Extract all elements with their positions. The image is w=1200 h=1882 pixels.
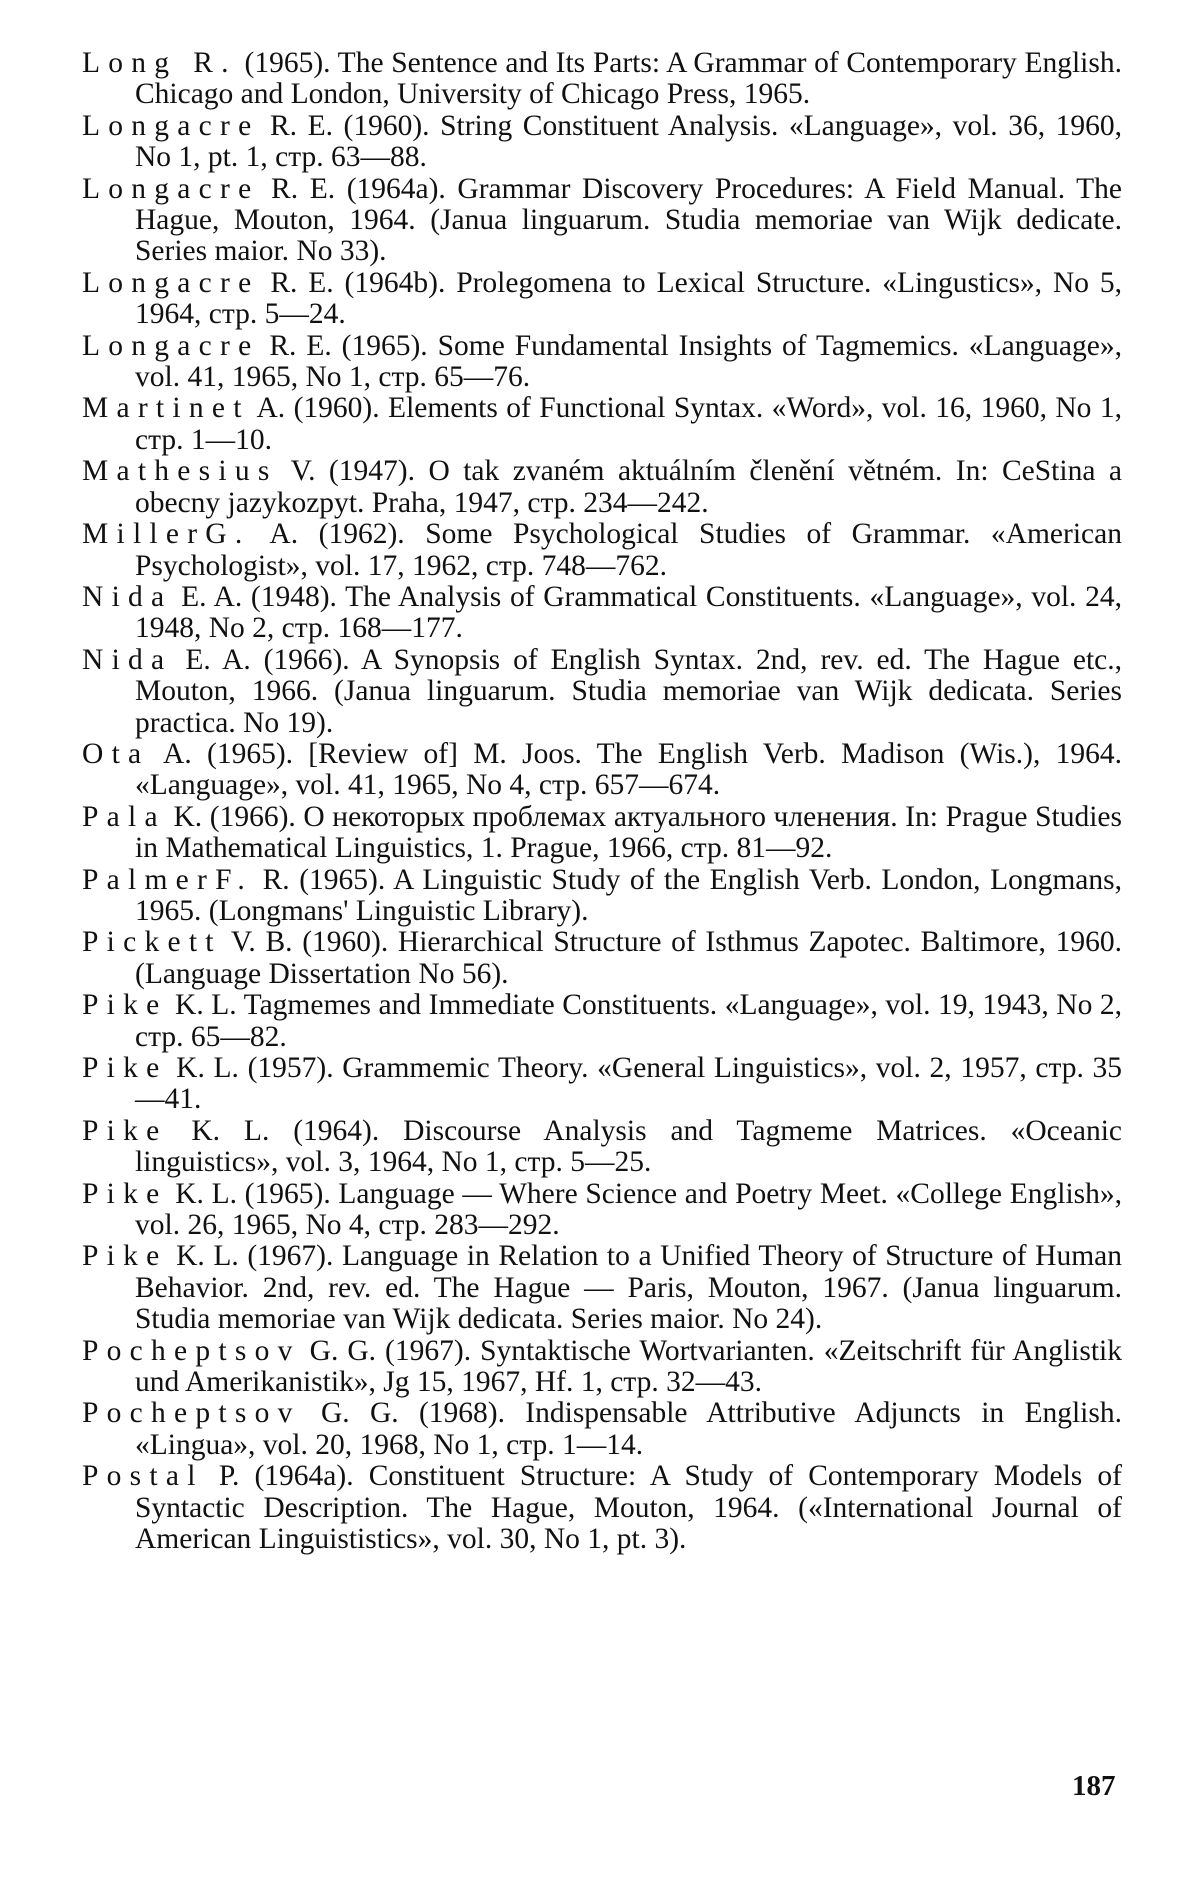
- reference-author: Longacre: [82, 172, 260, 205]
- reference-entry: [82, 456, 1122, 519]
- reference-author: MillerG.: [82, 518, 251, 551]
- reference-author: Pickett: [82, 926, 222, 959]
- reference-entry: [82, 174, 1122, 268]
- reference-text: (1965). The Sentence and Its Parts: A Grammar of Contemporary English. Chicago and London, University of Chicago Press, 1965.: [135, 47, 1122, 111]
- reference-text: E. A. (1948). The Analysis of Grammatical Constituents. «Language», vol. 24, 1948, No 2, стр. 168—177.: [135, 580, 1122, 645]
- reference-text: K. L. Tagmemes and Immediate Constituents. «Language», vol. 19, 1943, No 2, стр. 65—82.: [135, 989, 1122, 1053]
- reference-author: Pike: [82, 1240, 168, 1273]
- reference-text: R. E. (1965). Some Fundamental Insights of Tagmemics. «Language», vol. 41, 1965, No 1, стр. 65—76.: [135, 329, 1122, 394]
- reference-author: Pala: [82, 800, 166, 833]
- reference-author: Longacre: [82, 329, 260, 362]
- reference-author: Pike: [82, 1177, 168, 1210]
- reference-entry: [82, 739, 1122, 802]
- page-number: 187: [1072, 1770, 1116, 1802]
- reference-entry: [82, 331, 1122, 394]
- reference-entry: [82, 48, 1122, 111]
- reference-entry: [82, 1179, 1122, 1242]
- reference-entry: [82, 1398, 1122, 1461]
- reference-entry: [82, 1241, 1122, 1335]
- reference-author: Pocheptsov: [82, 1397, 301, 1430]
- reference-text: R. E. (1964a). Grammar Discovery Procedures: A Field Manual. The Hague, Mouton, 1964. (Janua linguarum. Studia memoriae van Wijk dedicate. Series maior. No 33).: [135, 172, 1122, 268]
- reference-text: G. G. (1968). Indispensable Attributive Adjuncts in English. «Lingua», vol. 20, 1968, No 1, стр. 1—14.: [135, 1397, 1122, 1461]
- reference-author: Pike: [82, 989, 168, 1022]
- reference-text: E. A. (1966). A Synopsis of English Syntax. 2nd, rev. ed. The Hague etc., Mouton, 1966. (Janua linguarum. Studia memoriae van Wijk dedicata. Series practica. No 19).: [135, 643, 1122, 739]
- reference-entry: [82, 1116, 1122, 1179]
- reference-text: P. (1964a). Constituent Structure: A Study of Contemporary Models of Syntactic Description. The Hague, Mouton, 1964. («International Journal of American Linguististics», vol. 30, No 1, pt. 3).: [135, 1460, 1122, 1556]
- reference-entry: [82, 865, 1122, 928]
- reference-author: Ota: [82, 737, 150, 770]
- reference-entry: [82, 111, 1122, 174]
- reference-text: K. L. (1965). Language — Where Science and Poetry Meet. «College English», vol. 26, 1965, No 4, стр. 283—292.: [135, 1177, 1122, 1242]
- reference-text: K. L. (1964). Discourse Analysis and Tagmeme Matrices. «Oceanic linguistics», vol. 3, 1964, No 1, стр. 5—25.: [135, 1114, 1122, 1179]
- reference-text: A. (1962). Some Psychological Studies of Grammar. «American Psychologist», vol. 17, 1962, стр. 748—762.: [135, 518, 1122, 582]
- bibliography-page: [82, 48, 1122, 1556]
- reference-author: Longacre: [82, 109, 260, 142]
- reference-text: K. L. (1967). Language in Relation to a Unified Theory of Structure of Human Behavior. 2nd, rev. ed. The Hague — Paris, Mouton, 1967. (Janua linguarum. Studia memoriae van Wijk dedicata. Series maior. No 24).: [135, 1240, 1122, 1336]
- reference-author: PalmerF.: [82, 863, 254, 896]
- reference-text: R. E. (1964b). Prolegomena to Lexical Structure. «Lingustics», No 5, 1964, стр. 5—24.: [135, 266, 1122, 331]
- reference-text: G. G. (1967). Syntaktische Wortvarianten. «Zeitschrift für Anglistik und Amerikanistik», Jg 15, 1967, Hf. 1, стр. 32—43.: [135, 1334, 1122, 1399]
- reference-text: K. L. (1957). Grammemic Theory. «General Linguistics», vol. 2, 1957, стр. 35—41.: [135, 1052, 1122, 1116]
- reference-entry: [82, 582, 1122, 645]
- reference-author: Postal: [82, 1460, 204, 1493]
- reference-author: Longacre: [82, 266, 260, 299]
- reference-entry: [82, 802, 1122, 865]
- reference-author: Nida: [82, 643, 173, 676]
- reference-author: Martinet: [82, 392, 250, 425]
- reference-author: Pike: [82, 1114, 168, 1147]
- reference-author: Long R.: [82, 47, 237, 79]
- reference-entry: [82, 393, 1122, 456]
- reference-author: Nida: [82, 580, 173, 613]
- reference-entry: [82, 927, 1122, 990]
- reference-entry: [82, 990, 1122, 1053]
- reference-author: Pocheptsov: [82, 1334, 301, 1367]
- reference-text: A. (1960). Elements of Functional Syntax. «Word», vol. 16, 1960, No 1, стр. 1—10.: [135, 392, 1122, 456]
- reference-entry: [82, 268, 1122, 331]
- reference-text: V. (1947). O tak zvaném aktuálním členění větném. In: CeStina a obecny jazykozpyt. Praha, 1947, стр. 234—242.: [135, 455, 1122, 519]
- reference-entry: [82, 1053, 1122, 1116]
- reference-entry: [82, 1336, 1122, 1399]
- reference-author: Pike: [82, 1052, 168, 1084]
- reference-entry: [82, 519, 1122, 582]
- reference-entry: [82, 645, 1122, 739]
- reference-text: R. (1965). A Linguistic Study of the English Verb. London, Longmans, 1965. (Longmans' Linguistic Library).: [135, 863, 1122, 927]
- reference-author: Mathesius: [82, 455, 278, 488]
- reference-text: A. (1965). [Review of] M. Joos. The English Verb. Madison (Wis.), 1964. «Language», vol. 41, 1965, No 4, стр. 657—674.: [135, 737, 1122, 802]
- reference-entry: [82, 1461, 1122, 1555]
- reference-text: V. B. (1960). Hierarchical Structure of Isthmus Zapotec. Baltimore, 1960. (Language Dissertation No 56).: [135, 926, 1122, 990]
- reference-text: R. E. (1960). String Constituent Analysis. «Language», vol. 36, 1960, No 1, pt. 1, стр. 63—88.: [135, 109, 1122, 174]
- reference-text: K. (1966). О некоторых проблемах актуального членения. In: Prague Studies in Mathematical Linguistics, 1. Prague, 1966, стр. 81—92.: [135, 800, 1122, 865]
- reference-list: [82, 48, 1122, 1556]
